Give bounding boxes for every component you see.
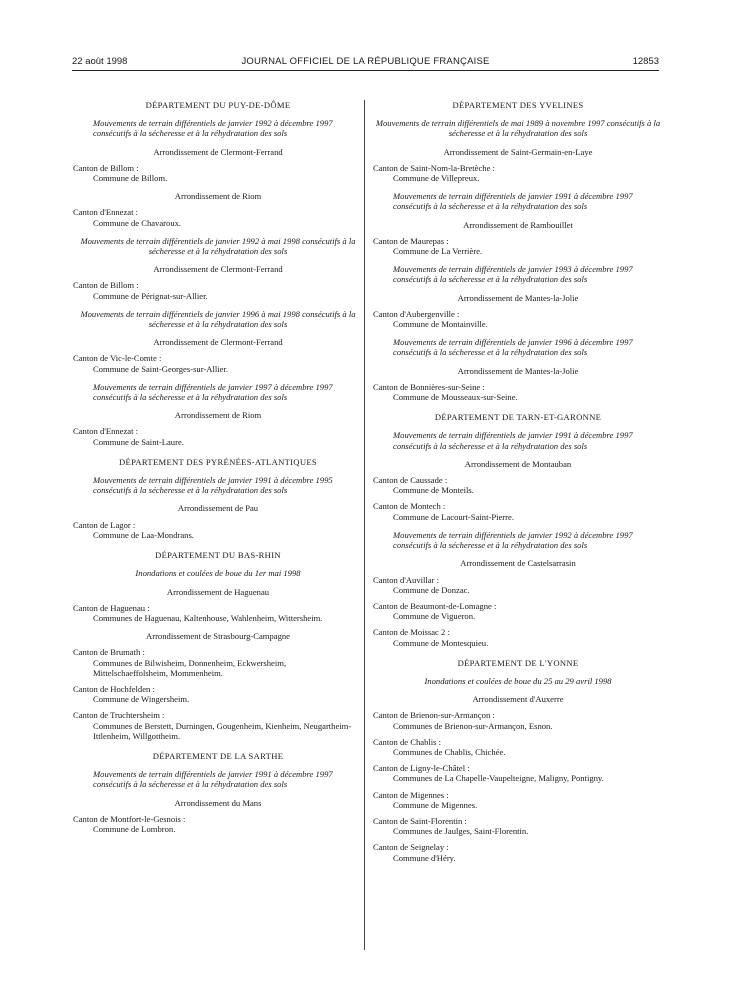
canton-line: Canton de Seignelay : bbox=[373, 842, 449, 853]
canton-line: Canton de Montech : bbox=[373, 501, 446, 512]
commune-line: Commune de Pérignat-sur-Allier. bbox=[93, 290, 208, 301]
arrondissement-heading: Arrondissement de Clermont-Ferrand bbox=[153, 264, 283, 275]
canton-line: Canton de Saint-Florentin : bbox=[373, 815, 467, 826]
event-description: Inondations et coulées de boue du 25 au 29 avril 1998 bbox=[424, 675, 612, 686]
event-description: Mouvements de terrain différentiels de janvier 1996 à mai 1998 consécutifs à la sécheresse et à la réhydratation des sols bbox=[80, 308, 356, 330]
left-column bbox=[73, 100, 363, 834]
event-description: Inondations et coulées de boue du 1er mai 1998 bbox=[135, 568, 301, 579]
arrondissement-heading: Arrondissement de Riom bbox=[174, 410, 262, 421]
canton-line: Canton de Montfort-le-Gesnois : bbox=[73, 813, 186, 824]
event-description: Mouvements de terrain différentiels de janvier 1991 à décembre 1997 consécutifs à la sécheresse et à la réhydratation des sols bbox=[393, 430, 633, 451]
canton-line: Canton de Truchtersheim : bbox=[73, 710, 165, 721]
canton-line: Canton de Brienon-sur-Armançon : bbox=[373, 710, 495, 721]
event-description: Mouvements de terrain différentiels de janvier 1992 à décembre 1997 consécutifs à la sécheresse et à la réhydratation des sols bbox=[93, 118, 333, 139]
commune-line: Communes de Bilwisheim, Donnenheim, Eckwersheim, Mittelschaeffolsheim, Mommenheim. bbox=[93, 657, 287, 678]
event-description: Mouvements de terrain différentiels de janvier 1991 à décembre 1995 consécutifs à la sécheresse et à la réhydratation des sols bbox=[93, 475, 333, 496]
canton-line: Canton d'Aubergenville : bbox=[373, 308, 460, 319]
arrondissement-heading: Arrondissement de Mantes-la-Jolie bbox=[457, 292, 579, 303]
canton-line: Canton de Beaumont-de-Lomagne : bbox=[373, 600, 497, 611]
canton-line: Canton de Chablis : bbox=[373, 736, 442, 747]
event-description: Mouvements de terrain différentiels de janvier 1992 à mai 1998 consécutifs à la sécheresse et à la réhydratation des sols bbox=[80, 235, 356, 257]
commune-line: Commune de Montainville. bbox=[393, 319, 488, 330]
arrondissement-heading: Arrondissement de Montauban bbox=[464, 458, 572, 469]
canton-line: Canton de Brumath : bbox=[73, 647, 145, 658]
commune-line: Commune de Vigueron. bbox=[393, 611, 476, 622]
event-description: Mouvements de terrain différentiels de janvier 1991 à décembre 1997 consécutifs à la sécheresse et à la réhydratation des sols bbox=[393, 191, 633, 212]
department-heading: DÉPARTEMENT DE TARN-ET-GARONNE bbox=[434, 412, 602, 423]
arrondissement-heading: Arrondissement du Mans bbox=[174, 797, 262, 808]
event-description: Mouvements de terrain différentiels de janvier 1992 à décembre 1997 consécutifs à la sécheresse et à la réhydratation des sols bbox=[393, 529, 633, 551]
canton-line: Canton de Vic-le-Comte : bbox=[73, 353, 162, 364]
commune-line: Commune de Monteils. bbox=[393, 485, 474, 496]
right-column bbox=[373, 100, 663, 863]
canton-line: Canton de Haguenau : bbox=[73, 602, 150, 613]
header-date: 22 août 1998 bbox=[72, 56, 128, 67]
arrondissement-heading: Arrondissement de Saint-Germain-en-Laye bbox=[443, 146, 593, 157]
commune-line: Commune d'Héry. bbox=[393, 852, 456, 863]
canton-line: Canton de Caussade : bbox=[373, 475, 448, 486]
canton-line: Canton de Lagor : bbox=[73, 519, 136, 530]
canton-line: Canton de Billom : bbox=[73, 162, 139, 173]
arrondissement-heading: Arrondissement de Riom bbox=[174, 191, 262, 202]
page-header bbox=[72, 56, 659, 70]
commune-line: Commune de Villepreux. bbox=[393, 173, 480, 184]
commune-line: Communes de Chablis, Chichée. bbox=[393, 746, 506, 757]
event-description: Mouvements de terrain différentiels de janvier 1996 à décembre 1997 consécutifs à la sécheresse et à la réhydratation des sols bbox=[393, 337, 633, 358]
canton-line: Canton de Bonnières-sur-Seine : bbox=[373, 381, 485, 392]
commune-line: Commune de Saint-Georges-sur-Allier. bbox=[93, 363, 228, 374]
commune-line: Communes de Haguenau, Kaltenhouse, Wahlenheim, Wittersheim. bbox=[93, 612, 323, 623]
event-description: Mouvements de terrain différentiels de mai 1989 à novembre 1997 consécutifs à la sécheresse et à la réhydratation des sols bbox=[375, 118, 661, 139]
event-description: Mouvements de terrain différentiels de janvier 1993 à décembre 1997 consécutifs à la sécheresse et à la réhydratation des sols bbox=[393, 264, 633, 285]
commune-line: Commune de La Verrière. bbox=[393, 246, 483, 257]
commune-line: Commune de Wingersheim. bbox=[93, 694, 190, 705]
commune-line: Commune de Migennes. bbox=[393, 799, 478, 810]
department-heading: DÉPARTEMENT DU BAS-RHIN bbox=[155, 550, 281, 561]
arrondissement-heading: Arrondissement de Castelsarrasin bbox=[460, 558, 576, 569]
department-heading: DÉPARTEMENT DE LA SARTHE bbox=[152, 750, 284, 761]
arrondissement-heading: Arrondissement de Clermont-Ferrand bbox=[153, 337, 283, 348]
commune-line: Commune de Montesquieu. bbox=[393, 637, 489, 648]
arrondissement-heading: Arrondissement d'Auxerre bbox=[472, 694, 564, 705]
canton-line: Canton d'Ennezat : bbox=[73, 207, 139, 218]
column-divider bbox=[364, 100, 365, 950]
commune-line: Communes de Jaulges, Saint-Florentin. bbox=[393, 826, 529, 837]
commune-line: Commune de Lacourt-Saint-Pierre. bbox=[393, 511, 514, 522]
commune-line: Commune de Chavaroux. bbox=[93, 217, 182, 228]
arrondissement-heading: Arrondissement de Pau bbox=[177, 503, 259, 514]
canton-line: Canton de Moissac 2 : bbox=[373, 627, 450, 638]
commune-line: Communes de La Chapelle-Vaupelteigne, Maligny, Pontigny. bbox=[393, 773, 604, 784]
header-rule bbox=[72, 70, 659, 71]
canton-line: Canton d'Auvillar : bbox=[373, 574, 439, 585]
arrondissement-heading: Arrondissement de Strasbourg-Campagne bbox=[146, 631, 290, 642]
arrondissement-heading: Arrondissement de Haguenau bbox=[166, 586, 270, 597]
commune-line: Communes de Brienon-sur-Armançon, Esnon. bbox=[393, 720, 553, 731]
commune-line: Commune de Mousseaux-sur-Seine. bbox=[393, 392, 518, 403]
department-heading: DÉPARTEMENT DES YVELINES bbox=[452, 100, 584, 110]
department-heading: DÉPARTEMENT DE L'YONNE bbox=[457, 657, 579, 668]
canton-line: Canton de Saint-Nom-la-Bretèche : bbox=[373, 162, 495, 173]
canton-line: Canton de Maurepas : bbox=[373, 235, 449, 246]
header-page-number: 12853 bbox=[632, 56, 659, 67]
arrondissement-heading: Arrondissement de Clermont-Ferrand bbox=[153, 146, 283, 157]
canton-line: Canton de Ligny-le-Châtel : bbox=[373, 763, 470, 774]
event-description: Mouvements de terrain différentiels de janvier 1991 à décembre 1997 consécutifs à la sécheresse et à la réhydratation des sols bbox=[93, 769, 333, 790]
event-description: Mouvements de terrain différentiels de janvier 1997 à décembre 1997 consécutifs à la sécheresse et à la réhydratation des sols bbox=[93, 381, 333, 403]
canton-line: Canton de Billom : bbox=[73, 280, 139, 291]
canton-line: Canton de Hochfelden : bbox=[73, 683, 155, 694]
arrondissement-heading: Arrondissement de Mantes-la-Jolie bbox=[457, 365, 579, 376]
commune-line: Communes de Berstett, Durningen, Gougenheim, Kienheim, Neugartheim-Ittlenheim, Willgottheim. bbox=[93, 720, 352, 741]
department-heading: DÉPARTEMENT DES PYRÉNÉES-ATLANTIQUES bbox=[119, 456, 317, 467]
commune-line: Commune de Saint-Laure. bbox=[93, 436, 184, 447]
arrondissement-heading: Arrondissement de Rambouillet bbox=[463, 219, 573, 230]
department-heading: DÉPARTEMENT DU PUY-DE-DÔME bbox=[145, 100, 291, 110]
commune-line: Commune de Laa-Mondrans. bbox=[93, 529, 194, 540]
commune-line: Commune de Billom. bbox=[93, 173, 168, 184]
commune-line: Commune de Donzac. bbox=[393, 584, 470, 595]
canton-line: Canton d'Ennezat : bbox=[73, 426, 139, 437]
header-title: JOURNAL OFFICIEL DE LA RÉPUBLIQUE FRANÇAISE bbox=[241, 56, 490, 67]
commune-line: Commune de Lombron. bbox=[93, 823, 176, 834]
canton-line: Canton de Migennes : bbox=[373, 789, 449, 800]
